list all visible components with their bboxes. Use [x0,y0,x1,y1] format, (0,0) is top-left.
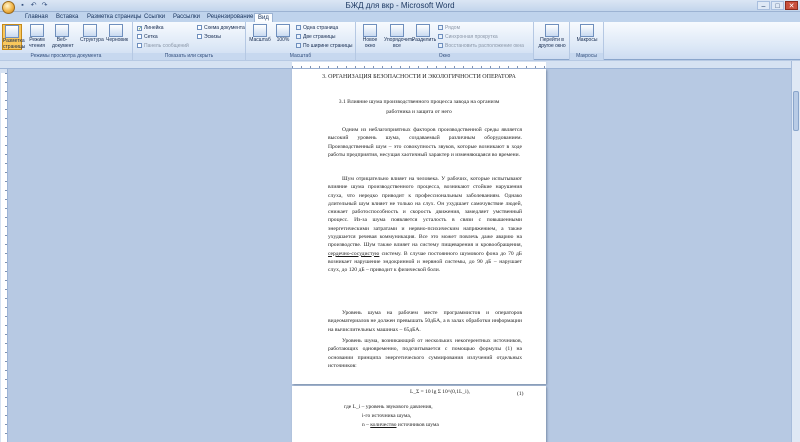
sync-scroll-icon [438,34,443,39]
page-width-button[interactable]: По ширине страницы [296,43,352,49]
document-page[interactable] [292,386,546,442]
new-window-button[interactable]: Новое окно [358,24,382,50]
side-by-side-icon [438,25,443,30]
document-map-checkbox[interactable]: Схема документа [197,25,245,31]
print-layout-icon [5,25,19,38]
tab-home[interactable]: Главная [25,14,48,20]
tab-references[interactable]: Ссылки [144,14,166,20]
thumbnails-checkbox[interactable]: Эскизы [197,34,221,40]
formula-legend: n – количество источников шума [362,422,439,428]
formula-legend: где L_i – уровень звукового давления, [344,404,433,410]
magnifier-icon [253,24,267,37]
window-title: БЖД для вкр - Microsoft Word [345,1,455,10]
ribbon [0,22,800,60]
switch-windows-button[interactable]: Перейти в другое окно [536,24,568,50]
office-button[interactable] [2,1,15,14]
checkmark-icon: ✓ [138,26,143,32]
tab-view[interactable]: Вид [254,13,273,22]
arrange-all-button[interactable]: Упорядочить все [384,24,410,50]
paragraph: Уровень шума, возникающий от нескольких некогерентных источников, работающих одновременно, подсчитывается с помощью формулы (1) на основании принципа энергетического суммирования излучений отдельных источников: [328,338,522,369]
formula-legend: i-го источника шума, [362,413,412,419]
title-bar [0,0,800,12]
subsection-heading: 3.1 Влияние шума производственного процесса завода на организм работника и защита от него [338,99,500,115]
group-macros [570,22,604,60]
tab-insert[interactable]: Вставка [56,14,79,20]
globe-icon [55,24,69,37]
group-label: Макросы [570,53,603,60]
reset-window-icon [438,43,443,48]
web-layout-button[interactable]: Веб-документ [52,24,72,50]
macros-button[interactable]: Макросы [574,24,600,50]
tab-review[interactable]: Рецензирование [207,14,254,20]
save-icon[interactable]: ▪ [21,2,24,9]
message-bar-checkbox[interactable]: Панель сообщений [137,43,189,49]
group-document-views [0,22,133,60]
ruler-checkbox[interactable]: ✓ Линейка [138,25,164,32]
draft-button[interactable]: Черновик [106,24,126,50]
tab-mailings[interactable]: Рассылки [173,14,200,20]
vertical-ruler[interactable] [0,69,8,442]
formula: L_Σ = 10 lg Σ 10^(0,1L_i), [410,389,470,395]
arrange-all-icon [390,24,404,37]
reading-mode-icon [30,24,44,37]
sync-scroll-button[interactable]: Синхронная прокрутка [438,34,498,40]
group-switch [534,22,570,60]
horizontal-ruler[interactable] [0,61,800,69]
side-by-side-button[interactable]: Рядом [438,25,460,31]
group-zoom [246,22,356,60]
zoom-100-button[interactable]: 100% [273,24,293,50]
group-label: Режимы просмотра документа [0,53,132,60]
print-layout-button[interactable]: Разметка страницы [2,24,22,50]
underlined-word: сердечно-сосудистую [328,250,380,257]
group-label: Показать или скрыть [133,53,245,60]
two-pages-icon [296,34,301,39]
redo-icon[interactable]: ↷ [41,2,48,9]
page-100-icon [276,24,290,37]
section-heading: 3. ОРГАНИЗАЦИЯ БЕЗОПАСНОСТИ И ЭКОЛОГИЧНОСТИ ОПЕРАТОРА [322,74,516,80]
undo-icon[interactable]: ↶ [30,2,37,9]
vertical-scrollbar[interactable] [791,61,800,442]
formula-number: (1) [517,391,524,397]
outline-icon [83,24,97,37]
close-button[interactable]: ✕ [785,1,798,10]
tab-page-layout[interactable]: Разметка страницы [87,14,142,20]
one-page-button[interactable]: Одна страница [296,25,338,31]
ribbon-tabs [0,12,800,22]
reset-window-button[interactable]: Восстановить расположение окна [438,43,524,49]
minimize-button[interactable]: – [757,1,770,10]
outline-button[interactable]: Структура [80,24,100,50]
split-icon [416,24,430,37]
grid-checkbox[interactable]: Сетка [137,34,158,40]
group-show-hide [133,22,246,60]
maximize-button[interactable]: □ [771,1,784,10]
group-label: Окно [356,53,533,60]
scrollbar-thumb[interactable] [793,91,799,131]
split-button[interactable]: Разделить [412,24,434,50]
page-width-icon [296,43,301,48]
document-page[interactable] [292,69,546,384]
paragraph: Одним из неблагоприятных факторов производственной среды является высокий уровень шума, создаваемый различным оборудованием. Производственный шум – это совокупность звуков, которые возникают в ходе работы предприятия, несущая хаотичный характер и изменяющаяся во времени. [328,127,522,158]
draft-icon [109,24,123,37]
one-page-icon [296,25,301,30]
new-window-icon [363,24,377,37]
macros-icon [580,24,594,37]
reading-mode-button[interactable]: Режим чтения [27,24,47,50]
group-window [356,22,534,60]
zoom-button[interactable]: Масштаб [249,24,271,50]
switch-windows-icon [545,24,559,37]
group-label: Масштаб [246,53,355,60]
paragraph: Шум отрицательно влияет на человека. У рабочих, которые испытывают влияние шума производственного процесса, возникают стойкие нарушения слуха, что нередко приводит к профессиональным заболеваниям. Однако длительный шум влияет не только на слух. Он ухудшает самочувствие людей, снижает работоспособность и скорость движения, замедляет умственный процесс. Из-за шума появляется усталость в связи с повышенными энергетическими затратами и нервно-психическим напряжением, а также ухудшается речевая коммуникация. Все это может повлечь даже аварию на производстве. Шум также влияет на систему пищеварения и кровообращения, сердечно-сосудистую систему. В случае постоянного шумового фона до 70 дБ возникает нарушение эндокринной и нервной системы, до 90 дБ – нарушает слух, до 120 дБ – приводит к физической боли. [328,176,522,274]
paragraph: Уровень шума на рабочем месте программистов и операторов видеоматериалов не должен превышать 50дБА, а в залах обработки информации на вычислительных машинах – 65дБА. [328,310,522,333]
two-pages-button[interactable]: Две страницы [296,34,336,40]
window-controls [757,1,798,10]
